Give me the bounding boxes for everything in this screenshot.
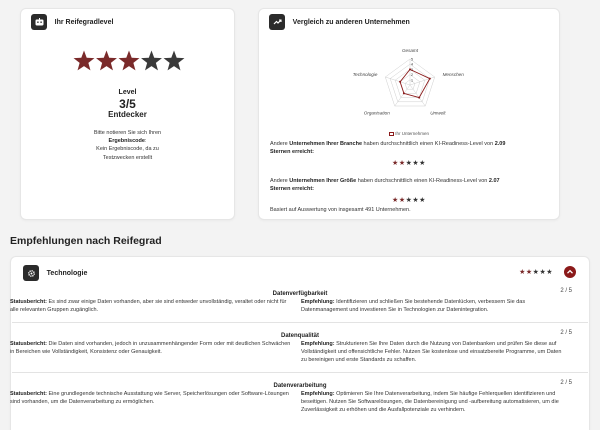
radar-point: [429, 78, 431, 80]
branche-comparison: Andere Unternehmen Ihrer Branche haben durchschnittlich einen KI-Readiness-Level von 2.09 Sternen erreicht:: [270, 141, 506, 156]
status-report: Statusbericht: Die Daten sind vorhanden, jedoch in unzusammenhängender Form oder mit deutlichen Schwächen in Bereichen wie Vollständigkeit, Konsistenz oder Genauigkeit.: [10, 341, 291, 356]
collapse-button[interactable]: [564, 266, 576, 278]
compare-card-title: Vergleich zu anderen Unternehmen: [292, 18, 410, 26]
radar-axis-label: Menschen: [442, 71, 464, 77]
star-filled-icon: [119, 51, 140, 71]
radar-tick-label: 5: [411, 57, 413, 62]
category-title: Technologie: [46, 269, 88, 277]
level-name: Entdecker: [108, 110, 147, 119]
radar-axis-label: Umwelt: [430, 110, 446, 116]
recommendation-divider: [12, 372, 588, 373]
recommendation-advice: Empfehlung: Strukturieren Sie Ihre Daten durch die Nutzung von Datenbanken und prüfen Sie diese auf Vollständigkeit und offensichtliche Fehler. Nutzen Sie kostenlose und einsatzbereite Programme, um Daten zu bereinigen und erste Standards zu schaffen.: [301, 341, 562, 364]
groesse-comparison: Andere Unternehmen Ihrer Größe haben durchschnittlich einen KI-Readiness-Level von 2.07 Sternen erreicht:: [270, 178, 500, 193]
star-filled-icon: ★: [525, 269, 533, 276]
star-empty-icon: ★: [419, 197, 426, 204]
robot-icon: [31, 14, 47, 30]
star-empty-icon: ★: [419, 160, 426, 167]
star-empty-icon: [164, 51, 185, 71]
level-stars: [73, 50, 185, 72]
category-stars: [519, 268, 553, 276]
level-card: [20, 8, 235, 220]
legend-label: Ihr Unternehmen: [395, 131, 430, 136]
radar-tick-label: 2: [411, 73, 413, 78]
star-empty-icon: ★: [405, 197, 413, 204]
star-empty-icon: [141, 51, 162, 71]
recommendation-score: 2 / 5: [560, 330, 572, 336]
radar-chart: [345, 35, 475, 131]
star-empty-icon: ★: [539, 269, 547, 276]
level-card-title: Ihr Reifegradlevel: [54, 18, 114, 26]
star-filled-icon: ★: [392, 160, 399, 167]
radar-axis-label: Organisation: [363, 110, 390, 116]
radar-legend: [389, 131, 429, 136]
star-filled-icon: ★: [392, 197, 399, 204]
level-label: Level: [118, 89, 137, 96]
trend-icon: [269, 14, 285, 30]
gear-icon: [23, 265, 39, 281]
radar-tick-label: 1: [411, 78, 413, 83]
result-code-note: Bitte notieren Sie sich Ihren Ergebniscode: Kein Ergebniscode, da zu Testzwecken erstellt: [93, 130, 162, 161]
status-report: Statusbericht: Eine grundlegende technische Ausstattung wie Server, Speicherlösungen oder Software-Lösungen sind vorhanden, um die Datenverarbeitung zu ermöglichen.: [10, 391, 289, 406]
branche-stars: [392, 159, 426, 167]
star-empty-icon: ★: [412, 197, 420, 204]
star-empty-icon: ★: [405, 160, 413, 167]
star-filled-icon: ★: [519, 269, 526, 276]
compare-card: [258, 8, 560, 220]
recommendations-heading: Empfehlungen nach Reifegrad: [10, 235, 162, 247]
recommendation-advice: Empfehlung: Optimieren Sie Ihre Datenverarbeitung, indem Sie häufige Fehlerquellen identifizieren und beseitigen. Nutzen Sie Softwarelösungen, die Datenbereinigung und -aufbereitung automatisieren, um die Zuverlässigkeit zu erhöhen und die Ausfallpotenziale zu verhindern.: [301, 391, 559, 414]
recommendation-divider: [12, 322, 588, 323]
status-report: Statusbericht: Es sind zwar einige Daten vorhanden, aber sie sind entweder unvollständig, veraltet oder nicht für alle relevanten Gruppen zugänglich.: [10, 299, 287, 314]
radar-axis-label: Gesamt: [401, 48, 419, 54]
star-empty-icon: ★: [546, 269, 553, 276]
radar-point: [409, 68, 411, 70]
chevron-up-icon: [564, 266, 576, 278]
star-filled-icon: [96, 51, 117, 71]
level-value: 3/5: [119, 97, 136, 111]
radar-axis-label: Technologie: [352, 71, 378, 77]
recommendation-score: 2 / 5: [560, 288, 572, 294]
star-empty-icon: ★: [532, 269, 540, 276]
radar-point: [399, 81, 401, 83]
recommendation-advice: Empfehlung: Identifizieren und schließen Sie bestehende Datenlücken, verbessern Sie das Datenmanagement und investieren Sie in Technologien zur Datenintegration.: [301, 299, 526, 314]
recommendation-title: Datenqualität: [280, 333, 319, 339]
legend-swatch: [389, 132, 394, 136]
star-filled-icon: ★: [398, 197, 406, 204]
recommendation-title: Datenverarbeitung: [273, 383, 327, 389]
basis-note: Basiert auf Auswertung von insgesamt 491 Unternehmen.: [270, 207, 411, 213]
radar-tick-label: 4: [411, 62, 413, 67]
star-filled-icon: ★: [398, 160, 406, 167]
star-filled-icon: [74, 51, 95, 71]
radar-point: [403, 92, 405, 94]
recommendation-score: 2 / 5: [560, 380, 572, 386]
recommendation-title: Datenverfügbarkeit: [272, 291, 328, 297]
radar-tick-label: 3: [411, 67, 413, 72]
groesse-stars: [392, 196, 426, 204]
star-empty-icon: ★: [412, 160, 420, 167]
radar-point: [418, 97, 420, 99]
